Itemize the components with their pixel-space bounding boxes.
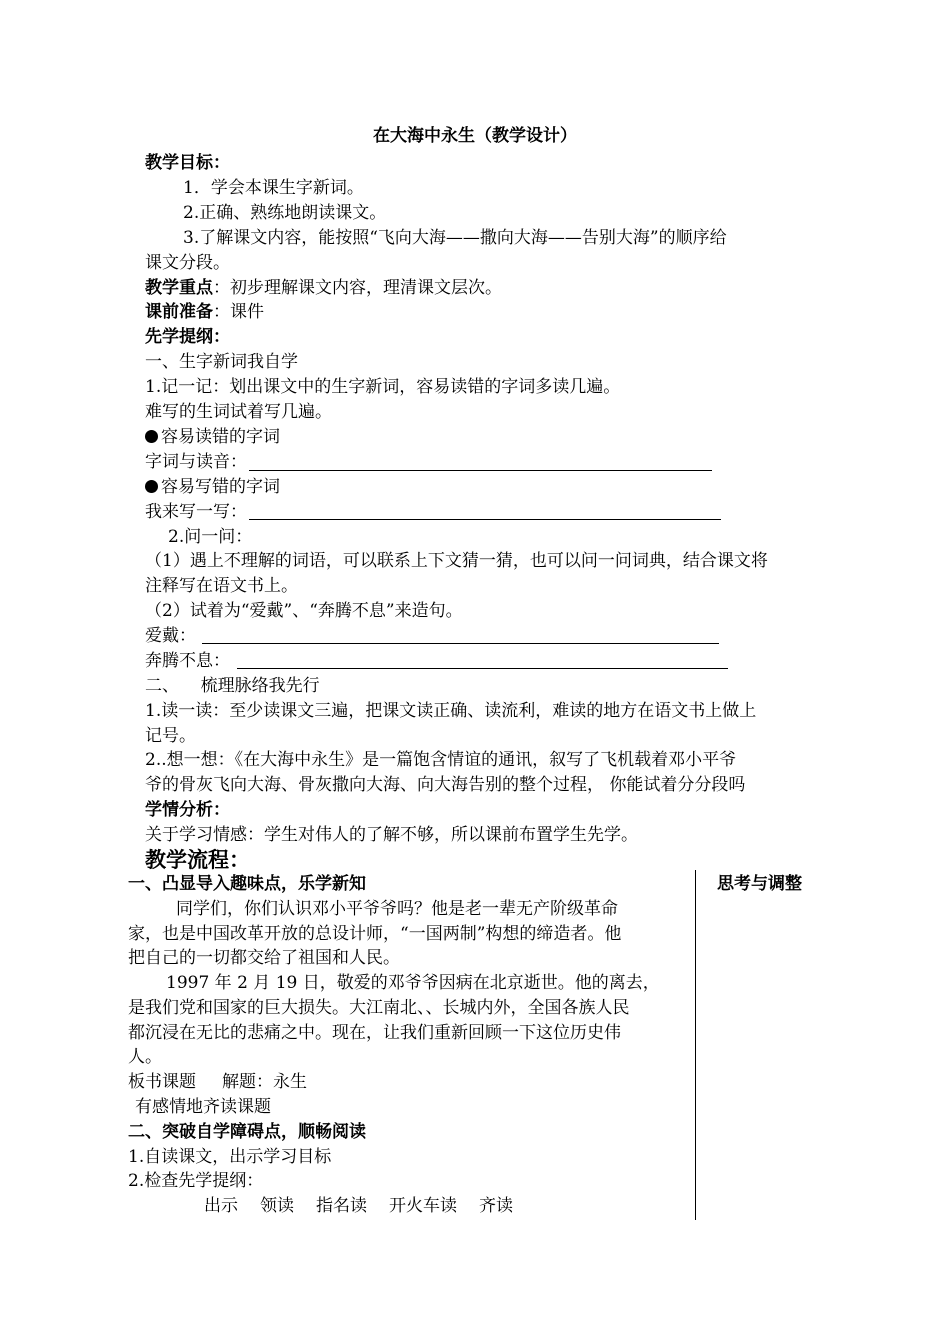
outline-paragraph: 2..想一想：《在大海中永生》是一篇饱含情谊的通讯，叙写了飞机载着邓小平爷: [145, 750, 737, 770]
outline-paragraph: （2）试着为“爱戴”、“奔腾不息”来造句。: [145, 601, 463, 621]
outline-heading: 先学提纲：: [145, 327, 230, 347]
analysis-text: 关于学习情感：学生对伟人的了解不够，所以课前布置学生先学。: [145, 825, 638, 845]
prep-text: ：课件: [213, 302, 264, 322]
column-divider: [695, 870, 696, 1220]
bullet-icon: [145, 480, 158, 493]
flow-paragraph: 2.检查先学提纲：: [128, 1171, 264, 1191]
bullet-icon: [145, 430, 158, 443]
objective-item: 1．学会本课生字新词。: [183, 178, 364, 198]
flow-section: 一、凸显导入趣味点，乐学新知: [128, 874, 366, 894]
prep-label: 课前准备: [145, 302, 213, 322]
flow-paragraph: 1.自读课文，出示学习目标: [128, 1147, 332, 1167]
flow-heading: 教学流程：: [145, 848, 250, 872]
objectives-heading: 教学目标：: [145, 153, 230, 173]
flow-paragraph: 人。: [128, 1047, 162, 1067]
focus-label: 教学重点: [145, 278, 213, 298]
page-title: 在大海中永生（教学设计）: [373, 126, 577, 146]
answer-line: [202, 643, 719, 644]
reading-methods: 出示 领读 指名读 开火车读 齐读: [204, 1196, 513, 1216]
outline-paragraph: 1.读一读：至少读课文三遍，把课文读正确、读流利，难读的地方在语文书上做上: [145, 701, 757, 721]
answer-line: [237, 668, 728, 669]
outline-paragraph: 2.问一问：: [168, 527, 253, 547]
flow-paragraph: 是我们党和国家的巨大损失。大江南北、、长城内外，全国各族人民: [128, 998, 630, 1018]
objective-item: 课文分段。: [145, 253, 230, 273]
outline-paragraph: 记号。: [145, 726, 196, 746]
analysis-heading: 学情分析：: [145, 800, 230, 820]
outline-paragraph: 爷的骨灰飞向大海、骨灰撒向大海、向大海告别的整个过程， 你能试着分分段吗: [145, 775, 746, 795]
prep-line: [145, 301, 264, 323]
flow-paragraph: 都沉浸在无比的悲痛之中。现在，让我们重新回顾一下这位历史伟: [128, 1023, 621, 1043]
field-label: 我来写一写：: [145, 502, 247, 522]
field-label: 奔腾不息：: [145, 651, 230, 671]
flow-paragraph: 有感情地齐读课题: [135, 1097, 271, 1117]
focus-line: [145, 277, 502, 299]
bullet-item: 容易写错的字词: [145, 476, 280, 498]
bullet-item: 容易读错的字词: [145, 426, 280, 448]
flow-paragraph: 同学们，你们认识邓小平爷爷吗？他是老一辈无产阶级革命: [176, 899, 618, 919]
outline-paragraph: （1）遇上不理解的词语，可以联系上下文猜一猜，也可以问一问词典，结合课文将: [145, 551, 768, 571]
flow-paragraph: 1997 年 2 月 19 日，敬爱的邓爷爷因病在北京逝世。他的离去，: [166, 973, 660, 993]
objective-item: 3.了解课文内容，能按照“飞向大海——撒向大海——告别大海”的顺序给: [183, 228, 727, 248]
answer-line: [249, 470, 712, 471]
flow-section: 二、突破自学障碍点，顺畅阅读: [128, 1122, 366, 1142]
outline-paragraph: 注释写在语文书上。: [145, 576, 298, 596]
outline-section: 二、 梳理脉络我先行: [145, 676, 320, 696]
focus-text: ：初步理解课文内容，理清课文层次。: [213, 278, 502, 298]
outline-paragraph: 1.记一记：划出课文中的生字新词，容易读错的字词多读几遍。: [145, 377, 621, 397]
outline-paragraph: 难写的生词试着写几遍。: [145, 402, 332, 422]
flow-paragraph: 板书课题 解题：永生: [128, 1072, 307, 1092]
field-label: 爱戴：: [145, 626, 196, 646]
answer-line: [249, 519, 721, 520]
flow-paragraph: 把自己的一切都交给了祖国和人民。: [128, 948, 400, 968]
side-column-heading: 思考与调整: [717, 874, 802, 894]
outline-section: 一、生字新词我自学: [145, 352, 298, 372]
objective-item: 2.正确、熟练地朗读课文。: [183, 203, 387, 223]
flow-paragraph: 家，也是中国改革开放的总设计师，“一国两制”构想的缔造者。他: [128, 924, 622, 944]
field-label: 字词与读音：: [145, 452, 247, 472]
